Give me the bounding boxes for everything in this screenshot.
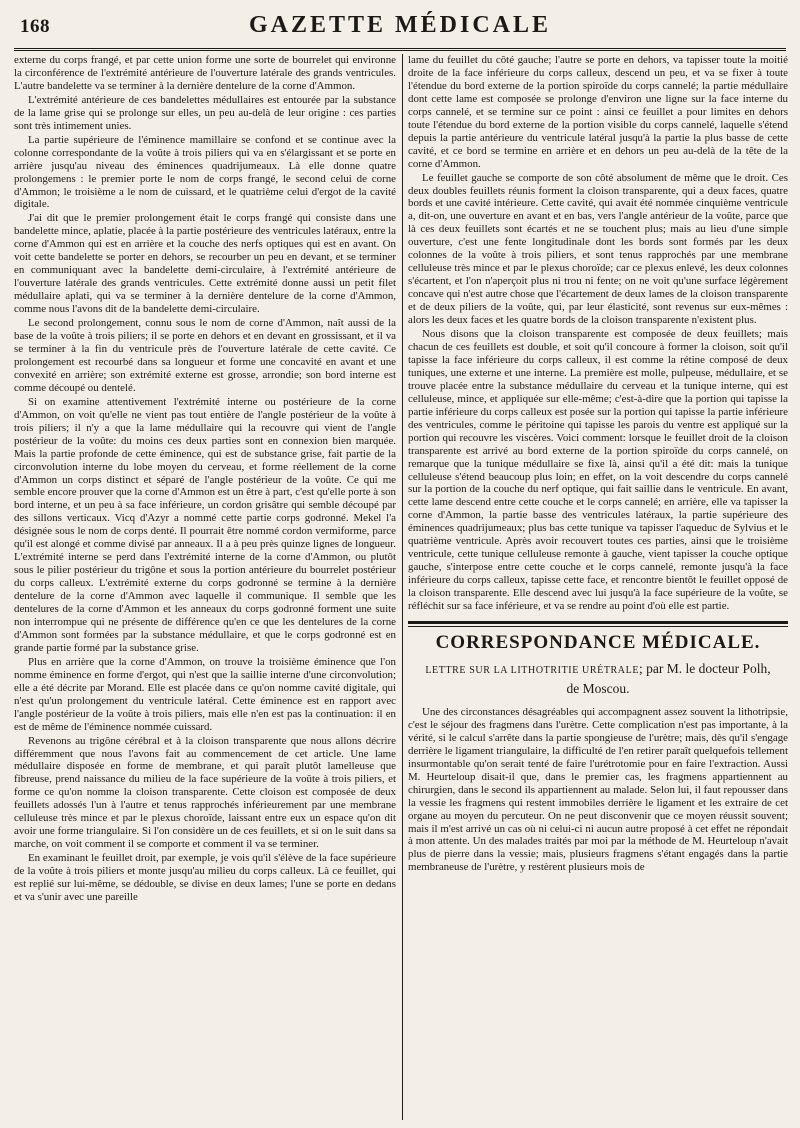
column-divider	[402, 54, 403, 1120]
article-paragraph: lame du feuillet du côté gauche; l'autre se porte en dehors, va tapisser toute la moitié droite de la face inférieure du corps calleux, descend un peu, et va se fixer à toute l'étendue du bord externe de la portion spiroïde du corps cannelé; la partie médullaire dont cette lame est composée se prolonge d'environ une ligne sur la face interne du corps cannelé, et se termine sur ce point : ainsi ce feuillet a pour limites en dehors toute l'étendue du bord externe de la portion visible du corps cannelé, laquelle s'étend depuis la partie antérieure du ventricule latéral jusqu'à la partie la plus basse de cette cavité, et ce bord se termine en arrière et en dehors un peu au-delà de la tête de la corne d'Ammon.	[408, 54, 788, 170]
article-paragraph: J'ai dit que le premier prolongement était le corps frangé qui consiste dans une bandelette mince, aplatie, placée à la partie postérieure des ventricules latéraux, entre la corne d'Ammon qui est en arrière et la couche des nerfs optiques qui est en avant. On voit cette bandelette se porter en dehors, se recourber un peu en devant, et se terminer en communiquant avec la bandelette demi-circulaire, à l'extrémité antérieure de l'ouverture latérale des grands ventricules. Cette extrémité donne aussi un petit filet médullaire aplati, qui va se terminer à la dernière dentelure de la corne d'Ammon, comme nous l'avons dit de la bandelette demi-circulaire.	[14, 212, 396, 316]
letter-paragraph: Une des circonstances désagréables qui accompagnent assez souvent la lithotripsie, c'est le séjour des fragmens dans l'urètre. Cette complication n'est pas importante, à la vérité, si le calcul s'arrête dans la partie spongieuse de l'urètre; mais, dès qu'il s'engage derrière le ligament triangulaire, la difficulté de l'en retirer paraît quelquefois tellement insurmontable qu'on serait tenté de faire l'urétrotomie pour en faire l'extraction. Aussi M. Heurteloup disait-il que, dans le premier cas, les fragmens appartiennent au chirurgien, dans le second ils appartiennent au malade. Selon lui, il faut repousser dans la vessie les fragmens qui restent immobiles derrière le ligament et les extraire de cet organe au moyen du percuteur. On ne peut disconvenir que ce moyen réussit souvent; mais il m'est arrivé un cas où ni celui-ci ni aucun autre proposé à cet effet ne répondait à mon attente. Un des malades traités par moi par la méthode de M. Heurteloup n'avait plus de pierre dans la vessie; mais, plusieurs fragmens s'étant engagés dans la partie membraneuse de l'urètre, y restèrent plusieurs mois de	[408, 705, 788, 874]
section-title: CORRESPONDANCE MÉDICALE.	[435, 631, 761, 653]
left-column	[14, 54, 396, 1122]
publication-title: GAZETTE MÉDICALE	[248, 12, 552, 38]
right-column	[408, 54, 788, 1122]
article-paragraph: Si on examine attentivement l'extrémité interne ou postérieure de la corne d'Ammon, on voit qu'elle ne vient pas tout entière de l'angle postérieur de la voûte à trois piliers; il n'y a que la lame médullaire qui la recouvre qui vient de l'angle postérieur de la voûte: du moins ces deux parties sont en connexion bien marquée. Mais la partie profonde de cette éminence, qui est de substance grise, fait partie de la circonvolution interne du lobe moyen du cerveau, et forme réellement de la corne d'Ammon un corps distinct et séparé de l'angle postérieur de la voûte. Ce qui me semble encore prouver que la corne d'Ammon est un être à part, c'est qu'elle porte à son bord interne, et un peu à sa face inférieure, un cordon grisâtre qui semble découpé par des sillons verticaux. Vicq d'Azyr a nommé cette partie corps godronné. Mekel l'a désignée sous le nom de corps denté. Il pourrait être nommé cordon vermiforme, parce qu'il est alongé et comme divisé par anneaux. Il a à peu près quinze lignes de longueur. L'extrémité interne se perd dans l'extrémité interne de la corne d'Ammon, ou plutôt sous le pilier postérieur du trigône et sous la portion antérieure du bourrelet postérieur du corps calleux. L'extrémité externe du corps godronné se termine à la dernière dentelure de la corne d'Ammon avec laquelle il communique. Il semble que les dentelures de la corne d'Ammon et les anneaux du corps godronné forment une suite non interrompue qui ne présente de différence qu'en ce que les dentelures de la corne d'Ammon sont formées par la substance médullaire, et que le corps godronné est en grande partie formé par la substance grise.	[14, 395, 396, 654]
page-number: 168	[20, 16, 50, 37]
article-byline	[408, 660, 788, 698]
article-paragraph: Le feuillet gauche se comporte de son côté absolument de même que le droit. Ces deux doubles feuillets réunis forment la cloison transparente, qui a deux faces, quatre bords et une cavité intérieure. Cette cavité, qui avait été nommée cinquième ventricule a, dit-on, une ouverture en avant et en bas, vers l'angle antérieur de la voûte, parce que là ces deux feuillets sont écartés et ne se touchent plus; mais au lieu d'une simple ouverture, c'est une fente longitudinale dont les bords sont formés par les deux colonnes de la voûte à trois piliers, et sont tenus rapprochés par une membrane celluleuse très mince et par le plexus choroïde; car ce plexus enlevé, les deux colonnes s'écartent, et l'on n'aperçoit plus ni trou ni fente; on ne voit qu'une surface légèrement concave qui n'est autre chose que l'écartement de deux lames de la cloison transparente et de deux piliers de la voûte, qui, par leur élasticité, sont revenus sur eux-mêmes : alors les deux faces et les quatre bords de la cloison transparente n'existent plus.	[408, 171, 788, 327]
article-paragraph: L'extrémité antérieure de ces bandelettes médullaires est entourée par la substance de la lame grise qui se prolonge sur elles, un peu au-delà de leur origine : ces parties sont très intimement unies.	[14, 93, 396, 132]
page-header	[14, 8, 786, 51]
byline-author: ; par M. le docteur Polh, de Moscou.	[566, 660, 771, 696]
byline-title: LETTRE SUR LA LITHOTRITIE URÉTRALE	[425, 664, 640, 676]
article-paragraph: La partie supérieure de l'éminence mamillaire se confond et se continue avec la colonne correspondante de la voûte à trois piliers qui va en s'élargissant et se porte en arrière jusqu'au niveau des éminences quadrijumeaux. Là elle donne quatre prolongemens : le premier porte le nom de corps frangé, le second celui de corne d'Ammon; le troisième a le nom de cuissard, et le quatrième celui d'ergot de la cavité digitale.	[14, 133, 396, 211]
article-paragraph: En examinant le feuillet droit, par exemple, je vois qu'il s'élève de la face supérieure de la voûte à trois piliers et monte jusqu'au milieu du corps calleux. Là ce feuillet, qui est replié sur lui-même, se dédouble, se divise en deux lames; l'une se porte en dedans et va s'unir avec une pareille	[14, 852, 396, 903]
article-paragraph: Nous disons que la cloison transparente est composée de deux feuillets; mais chacun de ces feuillets est double, et soit qu'il concoure à former la cloison, soit qu'il tapisse la face inférieure du corps calleux, il est comme la rétine composé de deux tuniques, une externe et une interne. La première est molle, pulpeuse, médullaire, et se trouve placée entre la substance médullaire du cerveau et la tunique interne, qui est celluleuse, mince, et appliquée sur elle-même; c'est-à-dire que la portion qui tapisse la partie inférieure du corps calleux est posée sur la portion qui tapisse la partie inférieure des ventricules, comme le péritoine qui tapisse les parois du ventre est appliqué sur la portion qui recouvre les viscères. Voici comment: lorsque le feuillet droit de la cloison transparente est arrivé au bord externe de la portion spiroïde du corps cannelé, on remarque que la tunique médullaire se fixe là, ainsi qu'il a été dit: mais la tunique celluleuse s'étend beaucoup plus loin; en effet, on la voit descendre du corps cannelé sur la portion de la couche du nerf optique, qui fait saillie dans le ventricule. En avant, cette lame descend entre cette couche et le corps cannelé; en arrière, elle va tapisser la corne d'Ammon, la partie basse des ventricules latéraux, la partie supérieure des éminences quadrijumeaux; plus bas cette tunique va tapisser l'aqueduc de Sylvius et le quatrième ventricule. Après avoir recouvert toutes ces parties, ainsi que le troisième ventricule, cette tunique celluleuse remonte à gauche, vient tapisser la couche optique gauche, s'interpose entre cette couche et le corps cannelé, remonte jusqu'à la face inférieure du corps calleux, tapisse cette face, et rencontre bientôt le feuillet opposé de la cloison transparente. Elle descend avec lui jusqu'à la face supérieure de la voûte, se réfléchit sur sa face inférieure, et va se rendre au point d'où elle est partie.	[408, 328, 788, 613]
article-paragraph: Plus en arrière que la corne d'Ammon, on trouve la troisième éminence que l'on nomme éminence en forme d'ergot, qui n'est que la saillie interne d'une circonvolution; elle a été décrite par Morand. Elle est placée dans ce qu'on nomme cavité digitale, qui n'est qu'un prolongement du ventricule latéral. Cette éminence est en rapport avec l'angle postérieur de la voûte à trois piliers, mais elle n'en est pas la continuation: il en est de même de l'éminence nommée cuissard.	[14, 655, 396, 733]
article-paragraph: Revenons au trigône cérébral et à la cloison transparente que nous allons décrire différemment que nous l'avons fait au commencement de cet article. Une lame médullaire disposée en forme de membrane, et qui paraît plutôt lamelleuse que fibreuse, prend naissance du milieu de la face supérieure de la voûte à trois piliers, et forme ce qu'on nomme la cloison transparente. Cette cloison est composée de deux feuillets adossés l'un à l'autre et tenus rapprochés inférieurement par une membrane celluleuse très mince et par le plexus choroïde, laissant entre eux un espace qu'on dit avoir une forme triangulaire. Si l'on considère un de ces feuillets, et si on le suit dans sa marche, on voit comment il se comporte et comment il va se terminer.	[14, 734, 396, 851]
section-separator	[408, 621, 788, 627]
article-paragraph: Le second prolongement, connu sous le nom de corne d'Ammon, naît aussi de la base de la voûte à trois piliers; il se porte en dehors et en devant en grossissant, et il va se terminer à la fin du ventricule près de l'ouverture latérale de cette cavité. Ce prolongement est recourbé dans sa longueur et forme une concavité en avant et une convexité en arrière; son extrémité externe est grosse, arrondie; son bord interne est comme découpé ou dentelé.	[14, 317, 396, 394]
article-paragraph: externe du corps frangé, et par cette union forme une sorte de bourrelet qui environne la circonférence de l'extrémité antérieure de l'ouverture latérale des grands ventricules. L'autre bandelette va se terminer à la dernière dentelure de la corne d'Ammon.	[14, 54, 396, 92]
